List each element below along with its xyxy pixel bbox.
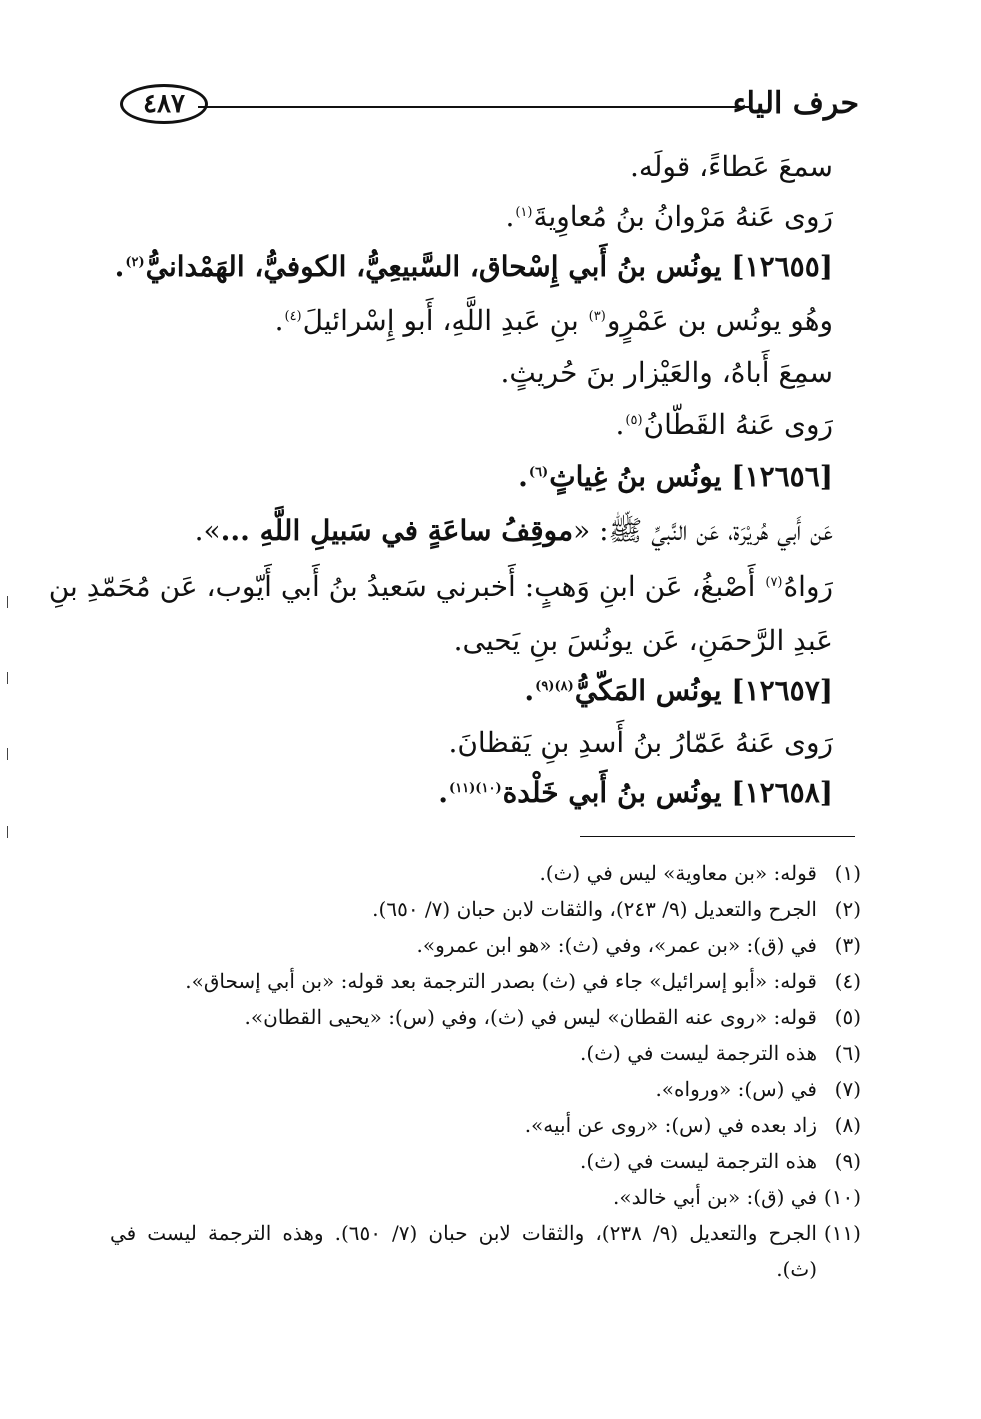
footnote-7 [655,1076,861,1102]
footnote-11 [110,1220,861,1246]
footnote-ref: (٢) [125,254,145,270]
margin-mark [7,596,8,608]
running-header-title: حرف الياء [732,86,859,121]
footnote-text: هذه الترجمة ليست في (ث). [580,1149,817,1173]
page-number: ٤٨٧ [143,89,185,119]
footnote-ref: (٤) [284,308,302,324]
footnote-number: (٥) [834,1005,861,1029]
footnote-ref: (١٠)(١١) [449,780,502,796]
footnote-10 [613,1184,861,1210]
footnote-text: في (ق): «بن عمر»، وفي (ث): «هو ابن عمرو». [416,933,817,957]
footnote-text: زاد بعده في (س): «روى عن أبيه». [524,1113,817,1137]
footnote-number: (٣) [834,933,861,957]
footnote-ref: (٥) [625,412,643,428]
entry-heading-12657: [١٢٦٥٧] يونُس المَكّيُّ$^{(٨)(٩)}$. [524,674,833,707]
text-line-6: رَوى عَنهُ القَطّانُ$^{(٥)}$. [615,408,833,441]
footnote-ref: (١) [515,204,533,220]
footnote-8 [525,1112,861,1138]
footnote-9 [580,1148,861,1174]
footnote-number: (٧) [834,1077,861,1101]
footnote-number: (٤) [834,969,861,993]
footnote-ref: (٨)(٩) [535,678,574,694]
footnote-number: (٢) [834,897,861,921]
footnote-number: (٨) [834,1113,861,1137]
margin-mark [7,748,8,760]
footnote-4 [185,968,861,994]
entry-heading-12655: [١٢٦٥٥] يونُس بنُ أَبي إِسْحاق، السَّبيعِيُّ، الكوفيُّ، الهَمْدانيُّ$^{(٢)}$. [114,250,833,283]
footnote-5 [245,1004,861,1030]
footnote-text: قوله: «روى عنه القطان» ليس في (ث)، وفي (س): «يحيى القطان». [244,1005,817,1029]
footnote-text: قوله: «أبو إسرائيل» جاء في (ث) بصدر الترجمة بعد قوله: «بن أبي إسحاق». [185,969,817,993]
footnote-text: في (س): «ورواه». [655,1077,817,1101]
text-line-5: سمِعَ أَباهُ، والعَيْزار بنَ حُريثٍ. [500,356,833,389]
text-line-8: عَن أَبي هُريْرَة، عَن النَّبيِّ ﷺ: «موقِفُ ساعَةٍ في سَبيلِ اللَّهِ ...». [194,514,833,547]
entry-heading-12658: [١٢٦٥٨] يونُس بنُ أَبي خَلْدة$^{(١٠)(١١)}$. [438,776,833,809]
footnote-ref: (٣) [588,308,606,324]
footnote-2 [372,896,861,922]
text-line-4: وهُو يونُس بن عَمْرٍو$^{(٣)}$ بنِ عَبدِ اللَّهِ، أَبو إِسْرائيلَ$^{(٤)}$. [274,304,833,337]
entry-heading-12656: [١٢٦٥٦] يونُس بنُ غِياثٍ$^{(٦)}$. [518,460,833,493]
footnote-ref: (٧) [765,574,783,590]
footnote-number: (٦) [834,1041,861,1065]
footnote-number: (٩) [834,1149,861,1173]
footnote-text: قوله: «بن معاوية» ليس في (ث). [539,861,817,885]
page-number-badge [120,84,208,124]
text-line-9: رَواهُ$^{(٧)}$ أَصْبغُ، عَن ابنِ وَهبٍ: أَخبرني سَعيدُ بنُ أَبي أَيّوب، عَن مُحَمّدِ بنِ [48,570,833,603]
footnote-text: الجرح والتعديل (٩/ ٢٤٣)، والثقات لابن حبان (٧/ ٦٥٠). [372,897,817,921]
text-line-1: سمعَ عَطاءً، قولَه. [629,150,833,183]
text-line-2: رَوى عَنهُ مَرْوانُ بنُ مُعاوِيةَ$^{(١)}$. [505,200,833,233]
footnote-number: (١٠) [823,1185,861,1209]
footnote-number: (١) [834,861,861,885]
footnote-3 [416,932,861,958]
text-line-10: عَبدِ الرَّحمَنِ، عَن يونُسَ بنِ يَحيى. [453,624,833,657]
margin-mark [7,826,8,838]
footnote-6 [580,1040,861,1066]
footnote-text: (ث). [776,1257,817,1281]
footnote-text: هذه الترجمة ليست في (ث). [580,1041,817,1065]
footnote-number: (١١) [823,1221,861,1245]
footnote-text: في (ق): «بن أبي خالد». [613,1185,817,1209]
header-rule [198,106,749,108]
text-line-12: رَوى عَنهُ عَمّارُ بنُ أَسدِ بنِ يَقظانَ. [448,726,833,759]
footnote-text: الجرح والتعديل (٩/ ٢٣٨)، والثقات لابن حبان (٧/ ٦٥٠). وهذه الترجمة ليست في [110,1221,817,1245]
hadith-quote: موقِفُ ساعَةٍ في سَبيلِ اللَّهِ ... [220,514,574,547]
footnote-ref: (٦) [528,464,549,480]
footnote-1 [539,860,861,886]
footnote-separator [580,836,855,837]
footnote-11-continuation [776,1256,861,1282]
margin-mark [7,672,8,684]
